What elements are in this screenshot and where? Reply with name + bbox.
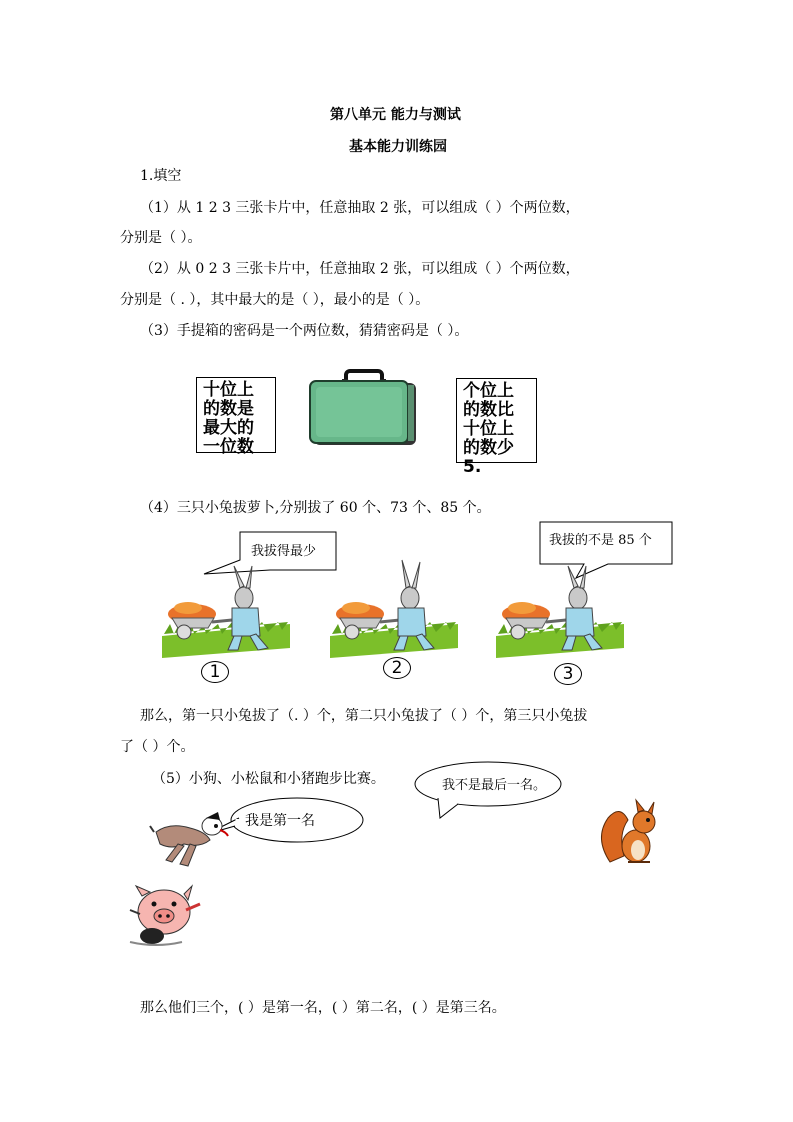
rabbit-label-2: 2	[383, 657, 411, 679]
bubble-text-rabbit-3: 我拔的不是 85 个	[549, 533, 652, 548]
question-1-4-line: （4）三只小兔拔萝卜,分别拔了 60 个、73 个、85 个。	[140, 500, 491, 516]
rabbit-wheelbarrow-image-2	[330, 560, 458, 658]
question-1-2-line-2: 分别是（ . ），其中最大的是（ ），最小的是（ ）。	[120, 292, 430, 308]
question-1-2-line-1: （2）从 0 2 3 三张卡片中，任意抽取 2 张，可以组成（ ）个两位数，	[140, 261, 580, 277]
question-1-3-line: （3）手提箱的密码是一个两位数，猜猜密码是（ ）。	[140, 323, 469, 339]
suitcase-icon	[308, 369, 420, 447]
question-1-4-answer-line-2: 了（ ）个。	[120, 739, 195, 755]
unit-title: 第八单元 能力与测试	[330, 107, 461, 123]
squirrel-image	[598, 798, 662, 868]
rabbit-wheelbarrow-image-1	[162, 566, 290, 658]
bubble-text-squirrel: 我不是最后一名。	[442, 778, 547, 793]
hint-box-tens-digit: 十位上 的数是 最大的 一位数	[196, 377, 276, 453]
rabbit-wheelbarrow-image-3	[496, 566, 624, 658]
question-1-5-answer: 那么他们三个，( ）是第一名，( ）第二名，( ）是第三名。	[140, 1000, 506, 1016]
question-heading: 1.填空	[140, 168, 182, 184]
bubble-text-rabbit-1: 我拔得最少	[251, 544, 317, 559]
bubble-text-dog: 我是第一名	[245, 813, 315, 829]
question-1-1-line-2: 分别是（ ）。	[120, 230, 202, 246]
question-1-5-line: （5）小狗、小松鼠和小猪跑步比赛。	[152, 771, 385, 787]
pig-image	[126, 884, 206, 948]
dog-image	[150, 810, 230, 870]
question-1-4-answer-line-1: 那么，第一只小兔拔了（. ）个，第二只小兔拔了（ ）个，第三只小兔拔	[140, 708, 588, 724]
question-1-1-line-1: （1）从 1 2 3 三张卡片中，任意抽取 2 张，可以组成（ ）个两位数，	[140, 200, 580, 216]
hint-box-ones-digit: 个位上 的数比 十位上 的数少 5.	[456, 378, 537, 463]
section-title: 基本能力训练园	[349, 139, 447, 155]
rabbit-label-3: 3	[554, 663, 582, 685]
rabbit-label-1: 1	[201, 661, 229, 683]
